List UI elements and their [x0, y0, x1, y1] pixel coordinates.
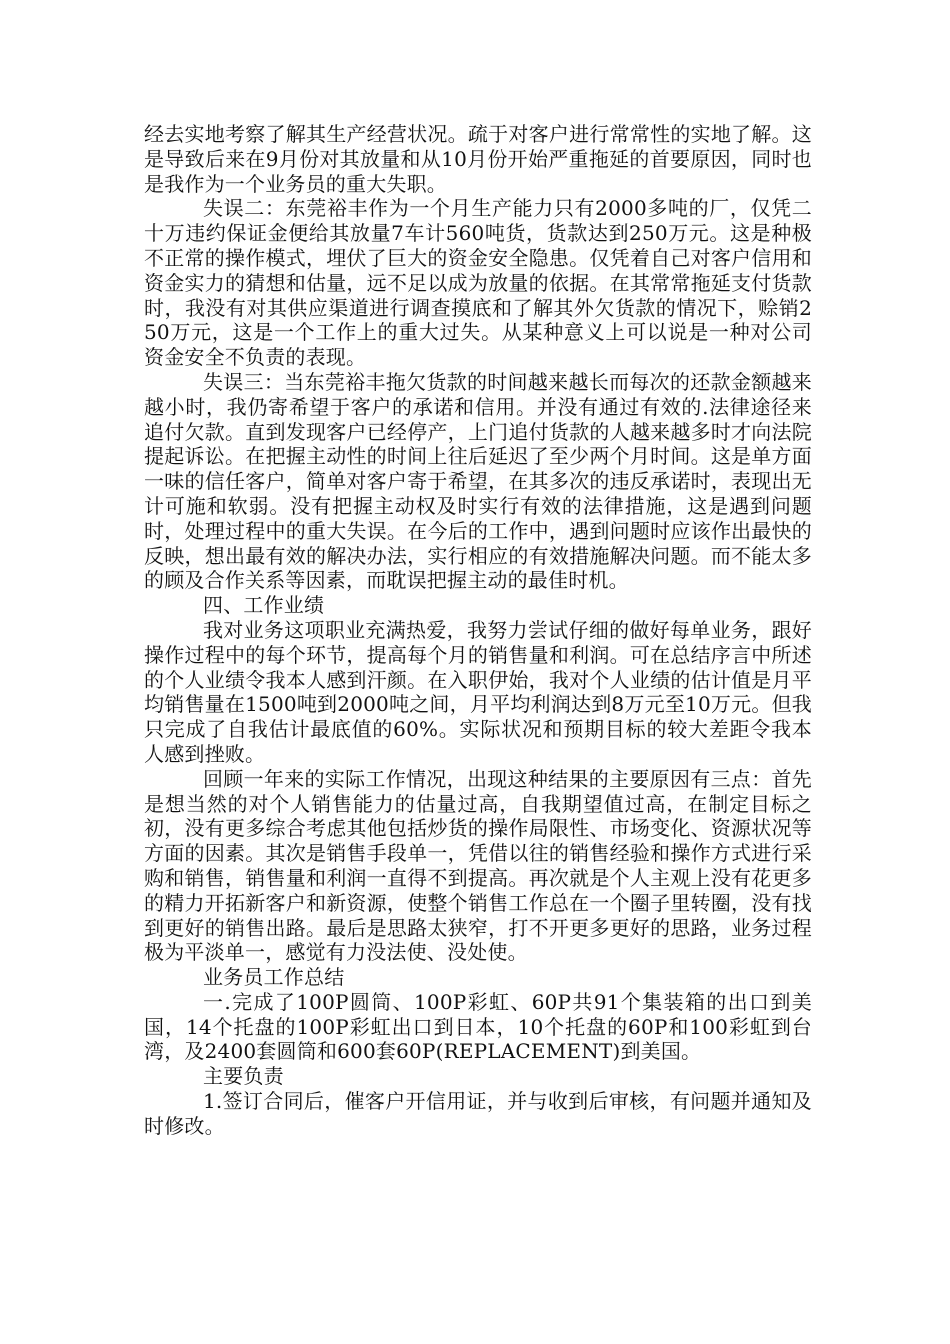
paragraph-intro: 经去实地考察了解其生产经营状况。疏于对客户进行常常性的实地了解。这是导致后来在9月份对其放量和从10月份开始严重拖延的首要原因，同时也是我作为一个业务员的重大失职。 [144, 122, 812, 196]
section-heading-responsibilities: 主要负责 [203, 1064, 284, 1089]
paragraph-mistake-two: 失误二：东莞裕丰作为一个月生产能力只有2000多吨的厂，仅凭二十万违约保证金便给其放量7车计560吨货，货款达到250万元。这是种极不正常的操作模式，埋伏了巨大的资金安全隐患。仅凭着自己对客户信用和资金实力的猜想和估量，远不足以成为放量的依据。在其常常拖延支付货款时，我没有对其供应渠道进行调查摸底和了解其外欠货款的情况下，赊销250万元，这是一个工作上的重大过失。从某种意义上可以说是一种对公司资金安全不负责的表现。 [144, 196, 812, 370]
section-heading-performance: 四、工作业绩 [203, 593, 325, 618]
paragraph-review: 回顾一年来的实际工作情况，出现这种结果的主要原因有三点：首先是想当然的对个人销售能力的估量过高，自我期望值过高，在制定目标之初，没有更多综合考虑其他包括炒货的操作局限性、市场变化、资源状况等方面的因素。其次是销售手段单一，凭借以往的销售经验和操作方式进行采购和销售，销售量和利润一直得不到提高。再次就是个人主观上没有花更多的精力开拓新客户和新资源，使整个销售工作总在一个圈子里转圈，没有找到更好的销售出路。最后是思路太狭窄，打不开更多更好的思路，业务过程极为平淡单一，感觉有力没法使、没处使。 [144, 766, 812, 965]
paragraph-completed: 一.完成了100P圆筒、100P彩虹、60P共91个集装箱的出口到美国，14个托盘的100P彩虹出口到日本，10个托盘的60P和100彩虹到台湾，及2400套圆筒和600套60P(REPLACEMENT)到美国。 [144, 989, 812, 1064]
document-body [144, 122, 812, 1139]
paragraph-responsibility-1: 1.签订合同后，催客户开信用证，并与收到后审核，有问题并通知及时修改。 [144, 1089, 812, 1138]
section-heading-summary: 业务员工作总结 [203, 965, 345, 990]
paragraph-mistake-three: 失误三：当东莞裕丰拖欠货款的时间越来越长而每次的还款金额越来越小时，我仍寄希望于客户的承诺和信用。并没有通过有效的.法律途径来追付欠款。直到发现客户已经停产，上门追付货款的人越来越多时才向法院提起诉讼。在把握主动性的时间上往后延迟了至少两个月时间。这是单方面一味的信任客户，简单对客户寄于希望，在其多次的违反承诺时，表现出无计可施和软弱。没有把握主动权及时实行有效的法律措施，这是遇到问题时，处理过程中的重大失误。在今后的工作中，遇到问题时应该作出最快的反映，想出最有效的解决办法，实行相应的有效措施解决问题。而不能太多的顾及合作关系等因素，而耽误把握主动的最佳时机。 [144, 369, 812, 593]
paragraph-performance: 我对业务这项职业充满热爱，我努力尝试仔细的做好每单业务，跟好操作过程中的每个环节，提高每个月的销售量和利润。可在总结序言中所述的个人业绩令我本人感到汗颜。在入职伊始，我对个人业绩的估计值是月平均销售量在1500吨到2000吨之间，月平均利润达到8万元至10万元。但我只完成了自我估计最底值的60%。实际状况和预期目标的较大差距令我本人感到挫败。 [144, 617, 812, 766]
